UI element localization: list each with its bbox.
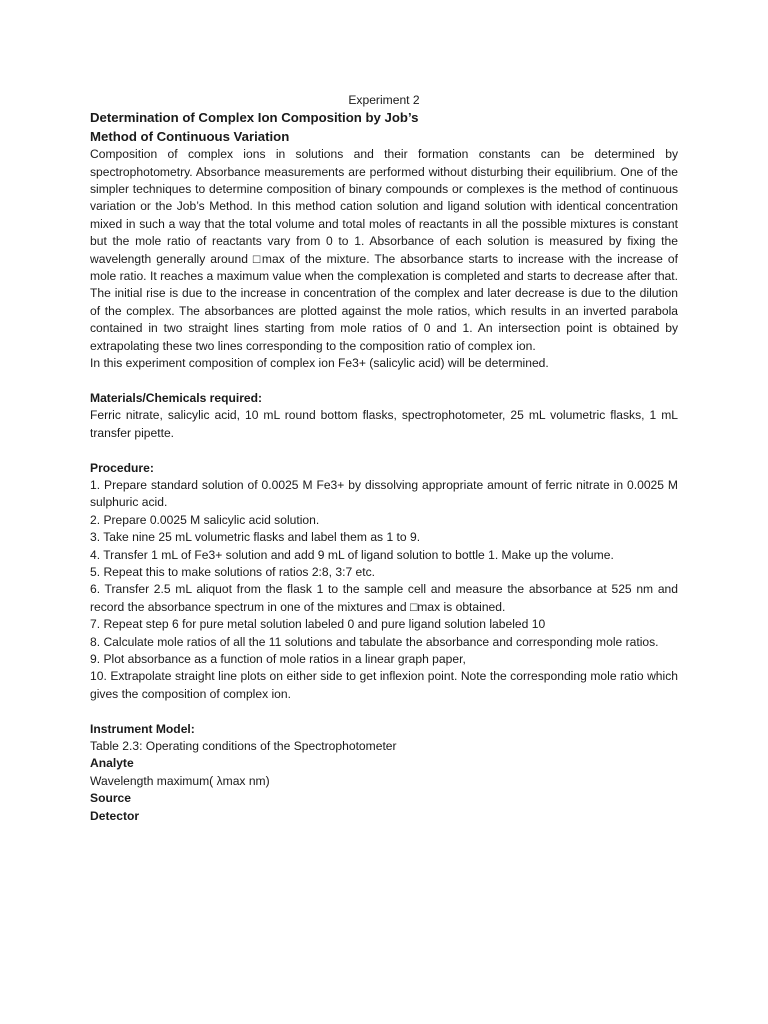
table-caption: Table 2.3: Operating conditions of the Spectrophotometer bbox=[90, 738, 397, 753]
intro-paragraph: Composition of complex ions in solutions and their formation constants can be determined by spectrophotometry. Absorbance measurements are performed without disturbing their equilibrium. One of the simpler techniques to determine composition of binary compounds or complexes is the method of continuous variation or the Job’s Method. In this method cation solution and ligand solution with identical concentration mixed in such a way that the total volume and total moles of reactants in all the possible mixtures is constant but the mole ratio of reactants vary from 0 to 1. Absorbance of each solution is measured by fixing the wavelength generally around □max of the mixture. The absorbance starts to increase with the increase of mole ratio. It reaches a maximum value when the complexation is completed and starts to decrease after that. The initial rise is due to the increase in concentration of the complex and later decrease is due to the dilution of the complex. The absorbances are plotted against the mole ratios, which results in an inverted parabola contained in two straight lines starting from mole ratios of 0 and 1. An intersection point is obtained by extrapolating these two lines corresponding to the composition ratio of complex ion. bbox=[90, 147, 678, 353]
title-line-2: Method of Continuous Variation bbox=[90, 128, 290, 144]
spacer bbox=[90, 703, 678, 720]
document-body bbox=[90, 92, 678, 825]
procedure-steps bbox=[90, 477, 678, 703]
procedure-step: 4. Transfer 1 mL of Fe3+ solution and add 9 mL of ligand solution to bottle 1. Make up the volume. bbox=[90, 547, 614, 562]
procedure-step: 8. Calculate mole ratios of all the 11 solutions and tabulate the absorbance and corresponding mole ratios. bbox=[90, 634, 659, 649]
table-row-wavelength: Wavelength maximum( λmax nm) bbox=[90, 773, 270, 788]
experiment-number: Experiment 2 bbox=[348, 93, 420, 107]
title-line-1: Determination of Complex Ion Composition by Job’s bbox=[90, 110, 419, 126]
procedure-heading: Procedure: bbox=[90, 460, 154, 475]
table-row-detector: Detector bbox=[90, 808, 140, 823]
procedure-step: 9. Plot absorbance as a function of mole ratios in a linear graph paper, bbox=[90, 651, 466, 666]
intro-statement: In this experiment composition of complex ion Fe3+ (salicylic acid) will be determined. bbox=[90, 356, 549, 371]
spacer bbox=[90, 442, 678, 459]
procedure-step: 1. Prepare standard solution of 0.0025 M Fe3+ by dissolving appropriate amount of ferric nitrate in 0.0025 M sulphuric acid. bbox=[90, 477, 678, 510]
procedure-step: 2. Prepare 0.0025 M salicylic acid solution. bbox=[90, 512, 320, 527]
instrument-heading: Instrument Model: bbox=[90, 721, 195, 736]
procedure-step: 7. Repeat step 6 for pure metal solution labeled 0 and pure ligand solution labeled 10 bbox=[90, 617, 546, 632]
materials-text: Ferric nitrate, salicylic acid, 10 mL round bottom flasks, spectrophotometer, 25 mL volumetric flasks, 1 mL transfer pipette. bbox=[90, 408, 678, 440]
procedure-step: 3. Take nine 25 mL volumetric flasks and label them as 1 to 9. bbox=[90, 530, 421, 545]
procedure-step: 5. Repeat this to make solutions of ratios 2:8, 3:7 etc. bbox=[90, 564, 376, 579]
procedure-step: 6. Transfer 2.5 mL aliquot from the flask 1 to the sample cell and measure the absorbance at 525 nm and record the absorbance spectrum in one of the mixtures and □max is obtained. bbox=[90, 582, 678, 614]
table-row-source: Source bbox=[90, 791, 131, 806]
spacer bbox=[90, 373, 678, 390]
table-row-analyte: Analyte bbox=[90, 756, 134, 771]
procedure-step: 10. Extrapolate straight line plots on either side to get inflexion point. Note the corresponding mole ratio which gives the composition of complex ion. bbox=[90, 669, 678, 701]
materials-heading: Materials/Chemicals required: bbox=[90, 390, 263, 405]
